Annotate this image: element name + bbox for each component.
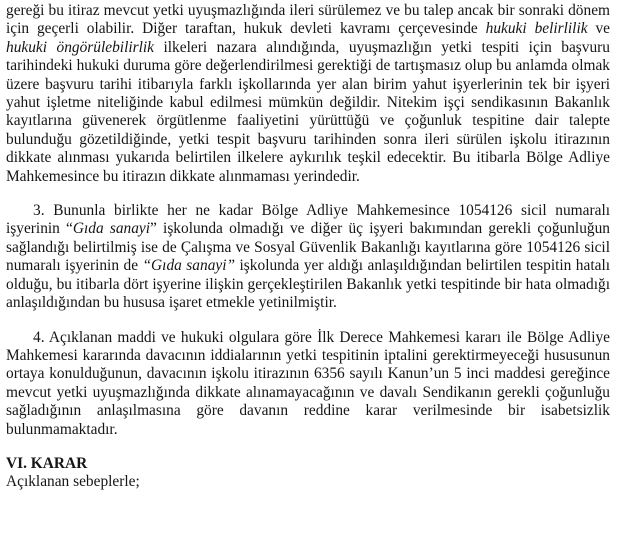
paragraph-continuation-run-4: ilkeleri nazara alındığında, uyuşmazlığın yetki tespiti için başvuru tarihindeki hukuki duruma göre değerlendirilmesi gerektiği de tartışmasız olup bu anlamda olmak üzere başvuru tarihi itibarıyla farklı işkollarında yer alan birim yahut işyerlerinin tek bir işyeri yahut işletme niteliğinde kabul edilmesi mümkün değildir. Nitekim işçi sendikasının Bakanlık kayıtlarına güvenerek örgütlenme faaliyetini yürüttüğü ve çoğunluk tespitine dair talepte bulunduğu gözetildiğinde, yetki tespit başvuru tarihinden sonra ileri sürülen işkolu itirazının dikkate alınması yukarıda belirtilen ilkelere aykırılık teşkil edecektir. Bu itibarla Bölge Adliye Mahkemesince bu itirazın dikkate alınmaması yerindedir. (6, 38, 610, 185)
paragraph-3-run-1: Gıda sanayi (72, 220, 151, 238)
paragraph-3-run-3: “Gıda sanayi” (142, 257, 236, 275)
paragraph-continuation-run-2: ve (587, 20, 611, 38)
section-heading-karar-run-0: VI. KARAR (6, 454, 88, 472)
closing-line (6, 473, 610, 491)
paragraph-4 (6, 329, 610, 439)
paragraph-3 (6, 202, 610, 312)
paragraph-3-run-4: işkolunda yer aldığı anlaşıldığından belirtilen tespitin hatalı olduğu, bu itibarla dört işyerine ilişkin gerçekleştirilen Bakanlık yetki tespitinde bir hata olmadığı anlaşıldığından bu hususa işaret etmekle yetinilmiştir. (6, 257, 610, 312)
paragraph-continuation-run-1: hukuki belirlilik (485, 20, 588, 38)
document-body (6, 2, 610, 492)
paragraph-3-run-0: 3. Bununla birlikte her ne kadar Bölge Adliye Mahkemesince 1054126 sicil numaralı işyerinin “ (6, 202, 610, 238)
paragraph-3-run-2: ” işkolunda olmadığı ve diğer üç işyeri bakımından gerekli çoğunluğun sağlandığı belirtilmiş ise de Çalışma ve Sosyal Güvenlik Bakanlığı kayıtlarına göre 1054126 sicil numaralı işyerinin de (6, 220, 610, 275)
paragraph-continuation-run-3: hukuki öngörülebilirlik (6, 38, 154, 56)
closing-line-run-0: Açıklanan sebeplerle; (6, 473, 140, 491)
paragraph-continuation (6, 2, 610, 186)
paragraph-continuation-run-0: gereği bu itiraz mevcut yetki uyuşmazlığında ileri sürülemez ve bu talep ancak bir sonraki dönem için geçerli olabilir. Diğer taraftan, hukuk devleti kavramı çerçevesinde (6, 2, 610, 38)
section-heading-karar (6, 455, 610, 473)
paragraph-4-run-0: 4. Açıklanan maddi ve hukuki olgulara göre İlk Derece Mahkemesi kararı ile Bölge Adliye Mahkemesi kararında davacının iddialarının yetki tespitinin iptalini gerektirmeyeceği hususunun ortaya konulduğunun, davacının işkolu itirazının 6356 sayılı Kanun’un 5 inci maddesi gereğince mevcut yetki uyuşmazlığında dikkate alınamayacağının ve davalı Sendikanın gerekli çoğunluğu sağladığının anlaşılmasına göre davanın reddine karar verilmesinde bir isabetsizlik bulunmamaktadır. (6, 328, 610, 438)
